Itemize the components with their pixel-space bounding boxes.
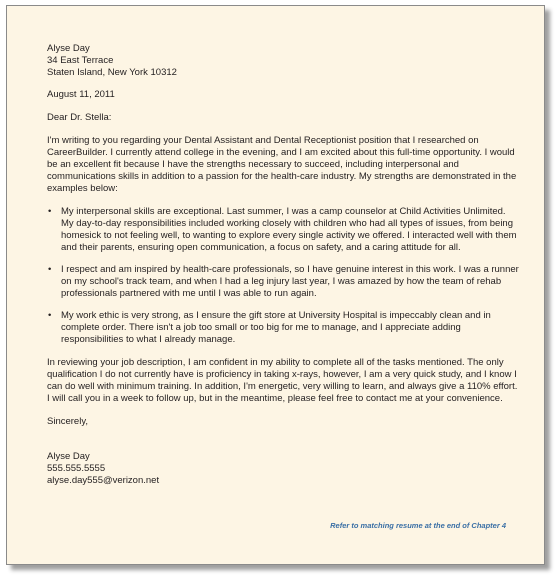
list-item: • My work ethic is very strong, as I ensure the gift store at University Hospital is impeccably clean and in complete order. There isn't a job too small or too big for me to manage, and I appreciate adding responsibilities to what I already manage. [47,310,519,346]
resume-reference-note: Refer to matching resume at the end of Chapter 4 [330,521,506,530]
list-item: • I respect and am inspired by health-care professionals, so I have genuine interest in this work. I was a runner on my school's track team, and when I had a leg injury last year, I was amazed by how the team of rehab professionals partnered with me until I was able to run again. [47,264,519,300]
signature-phone: 555.555.5555 [47,463,106,474]
signature-block [47,451,519,487]
cover-letter [47,43,519,487]
intro-paragraph: I'm writing to you regarding your Dental Assistant and Dental Receptionist position that I researched on CareerBuilder. I currently attend college in the evening, and I am excited about this full-time opportunity. I would be an excellent fit because I have the strengths necessary to succeed, including interpersonal and communications skills in addition to a passion for the health-care industry. My strengths are demonstrated in the examples below: [47,135,517,194]
closing-paragraph: In reviewing your job description, I am confident in my ability to complete all of the tasks mentioned. The only qualification I do not currently have is proficiency in taking x-rays, however, I am a very quick study, and I know I can do well with minimum training. In addition, I'm energetic, very willing to learn, and always give a 110% effort. I will call you in a week to follow up, but in the meantime, please feel free to contact me at your convenience. [47,357,518,404]
signoff: Sincerely, [47,416,89,427]
list-item: • My interpersonal skills are exceptional. Last summer, I was a camp counselor at Child Activities Unlimited. My day-to-day responsibilities included working closely with children who had all types of issues, from being homesick to not feeling well, to wanting to explore every single activity we offered. I interacted well with them and their parents, ensuring open communication, a focus on safety, and a caring attitude for all. [47,206,519,254]
salutation: Dear Dr. Stella: [47,112,112,123]
sender-address [47,43,519,79]
sender-name: Alyse Day [47,43,90,54]
letter-date: August 11, 2011 [47,89,115,100]
sender-city: Staten Island, New York 10312 [47,67,177,78]
signature-name: Alyse Day [47,451,90,462]
letter-page [6,5,545,565]
signature-email: alyse.day555@verizon.net [47,475,160,486]
sender-street: 34 East Terrace [47,55,114,66]
strengths-list [47,206,519,346]
